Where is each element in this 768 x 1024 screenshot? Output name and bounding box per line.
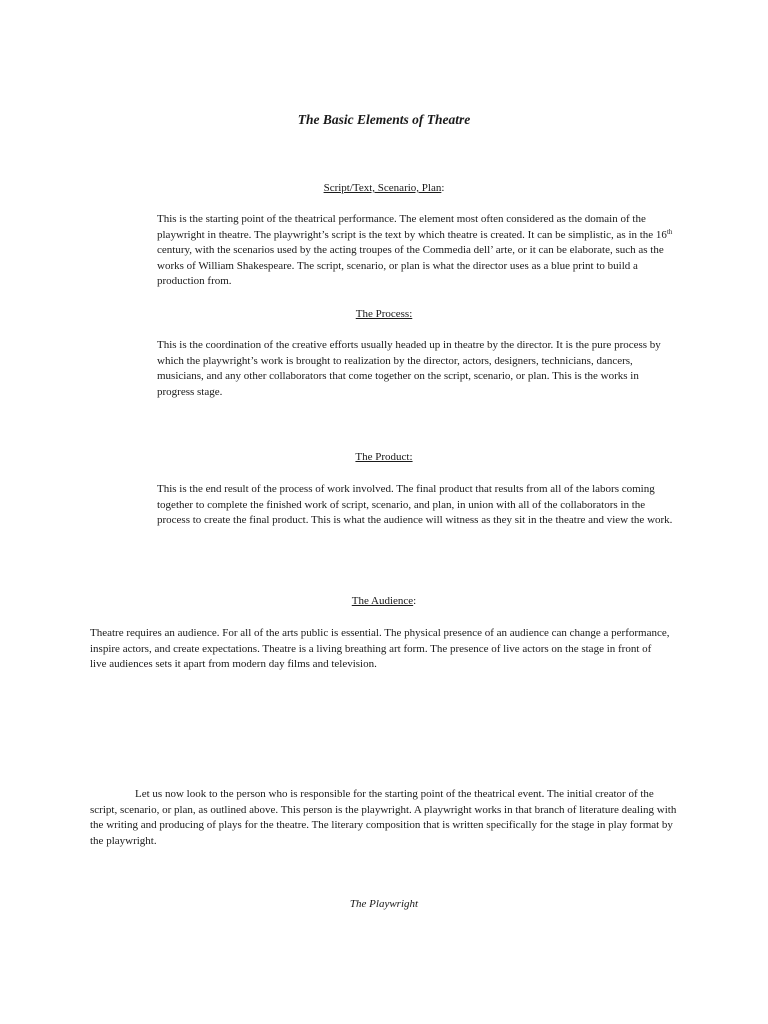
section-heading-product [0, 450, 768, 466]
next-section-title: The Playwright [349, 898, 419, 910]
section-body-process: This is the coordination of the creative efforts usually headed up in theatre by the director. It is the pure process by which the playwright’s work is brought to realization by the director, actors, designers, technicians, dancers, musicians, and any other collaborators that come together on the script, scenario, or plan. This is the works in progress stage. [157, 339, 661, 398]
document-title: The Basic Elements of Theatre [297, 112, 471, 127]
section-heading-process-text: The Process: [355, 308, 413, 320]
section-body-script-text: This is the starting point of the theatrical performance. The element most often considered as the domain of the playwright in theatre. The playwright’s script is the text by which theatre is created. It can be simplistic, as in the 16 [157, 213, 667, 241]
section-heading-audience-colon: : [413, 595, 417, 607]
section-heading-process [0, 307, 768, 323]
section-body-script-text-cont: century, with the scenarios used by the acting troupes of the Commedia dell’ arte, or it can be elaborate, such as the works of William Shakespeare. The script, scenario, or plan is what the director uses as a blue print to build a production from. [157, 244, 664, 287]
section-heading-audience-text: The Audience [351, 595, 414, 607]
section-heading-product-text: The Product: [355, 451, 413, 463]
closing-paragraph-text: Let us now look to the person who is responsible for the starting point of the theatrical event. The initial creator of the script, scenario, or plan, as outlined above. This person is the playwright. A playwright works in that branch of literature dealing with the writing and producing of plays for the theatre. The literary composition that is written specifically for the stage in play format by the playwright. [90, 788, 677, 847]
section-body-audience: Theatre requires an audience. For all of the arts public is essential. The physical presence of an audience can change a performance, inspire actors, and create expectations. Theatre is a living breathing art form. The presence of live actors on the stage in front of live audiences sets it apart from modern day films and television. [90, 627, 670, 670]
section-body-script-sup: th [666, 227, 673, 236]
section-body-product: This is the end result of the process of work involved. The final product that results from all of the labors coming together to complete the finished work of script, scenario, and plan, in union with all of the collaborators in the process to create the final product. This is what the audience will witness as they sit in the theatre and view the work. [157, 483, 673, 526]
section-heading-script-text: Script/Text, Scenario, Plan [323, 182, 442, 194]
section-heading-script-colon: : [441, 182, 445, 194]
closing-paragraph [90, 787, 680, 849]
section-body-script [157, 212, 677, 290]
section-heading-audience [0, 594, 768, 610]
section-heading-script [0, 181, 768, 197]
